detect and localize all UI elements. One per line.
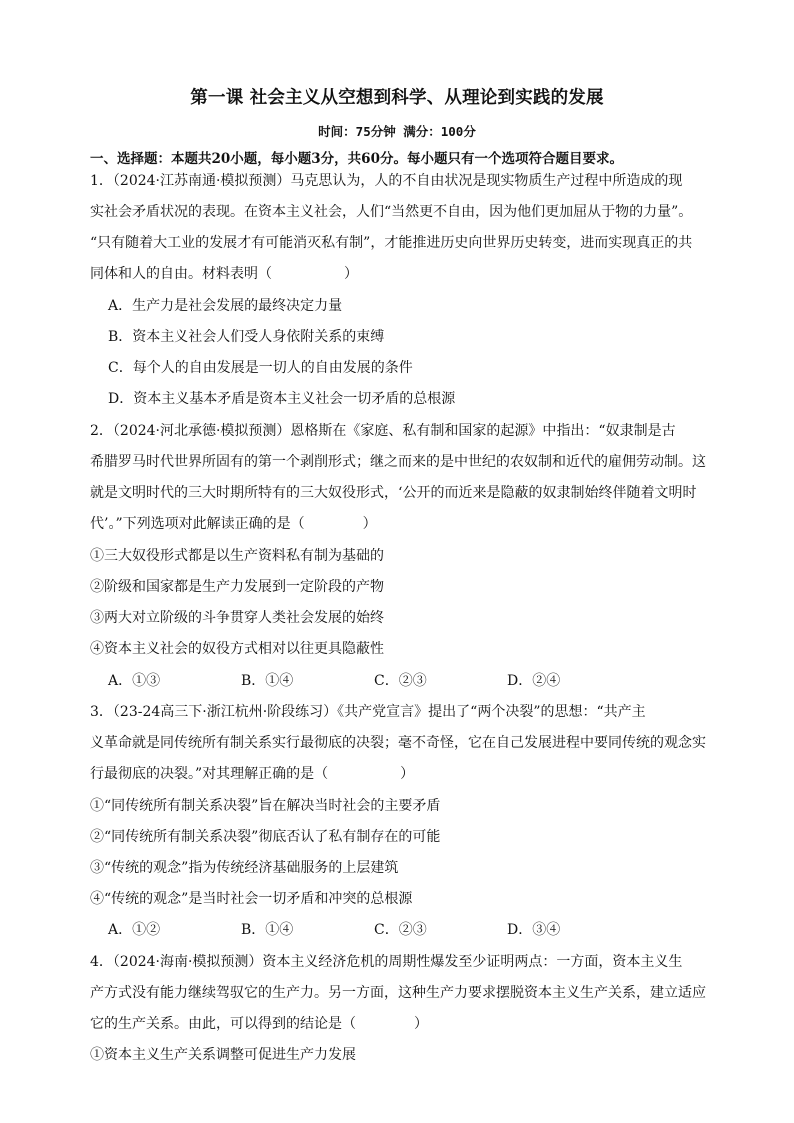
q1-line-3: “只有随着大工业的发展才有可能消灭私有制”，才能推进历史向世界历史转变，进而实现真正的共 bbox=[90, 235, 693, 251]
q2-choices bbox=[108, 671, 708, 691]
q2-choice-a: A．①③ bbox=[108, 673, 161, 689]
q4-stem-end: 它的生产关系。由此，可以得到的结论是（ bbox=[90, 1016, 356, 1032]
q4-line-2: 产方式没有能力继续驾驭它的生产力。另一方面，这种生产力要求摆脱资本主义生产关系，建立适应 bbox=[90, 985, 706, 1001]
q1-stem-end: 同体和人的自由。材料表明（ bbox=[90, 266, 272, 282]
q4-paren-close: ） bbox=[414, 1016, 428, 1032]
q2-choice-b: B．①④ bbox=[241, 673, 294, 689]
q3-statement-4: ④“传统的观念”是当时社会一切矛盾和冲突的总根源 bbox=[90, 891, 413, 907]
q3-statement-1: ①“同传统所有制关系决裂”旨在解决当时社会的主要矛盾 bbox=[90, 798, 441, 814]
q3-choice-a: A．①② bbox=[108, 922, 161, 938]
q3-choice-c: C．②③ bbox=[374, 922, 427, 938]
section-heading: 一、选择题：本题共20小题，每小题3分，共60分。每小题只有一个选项符合题目要求。 bbox=[90, 151, 623, 167]
q2-statement-3: ③两大对立阶级的斗争贯穿人类社会发展的始终 bbox=[90, 610, 384, 626]
q3-choice-d: D．③④ bbox=[507, 922, 561, 938]
q1-option-c: C．每个人的自由发展是一切人的自由发展的条件 bbox=[108, 360, 413, 376]
q1-line-4 bbox=[90, 264, 358, 284]
q2-stem-end: 代’。”下列选项对此解读正确的是（ bbox=[90, 516, 305, 532]
q3-choices bbox=[108, 920, 708, 940]
exam-meta: 时间：75分钟 满分：100分 bbox=[318, 124, 476, 139]
q2-line-1: 2．（2024·河北承德·模拟预测）恩格斯在《家庭、私有制和国家的起源》中指出：“奴隶制是古 bbox=[90, 423, 676, 439]
q2-statement-2: ②阶级和国家都是生产力发展到一定阶段的产物 bbox=[90, 579, 384, 595]
q3-statement-3: ③“传统的观念”指为传统经济基础服务的上层建筑 bbox=[90, 860, 399, 876]
q2-choice-c: C．②③ bbox=[374, 673, 427, 689]
q2-choice-d: D．②④ bbox=[507, 673, 561, 689]
q1-option-a: A．生产力是社会发展的最终决定力量 bbox=[108, 298, 343, 314]
page-title: 第一课 社会主义从空想到科学、从理论到实践的发展 bbox=[190, 88, 604, 108]
q3-stem-end: 行最彻底的决裂。”对其理解正确的是（ bbox=[90, 766, 329, 782]
q1-paren-close: ） bbox=[344, 266, 358, 282]
q3-choice-b: B．①④ bbox=[241, 922, 294, 938]
q3-line-3 bbox=[90, 764, 414, 784]
q2-statement-1: ①三大奴役形式都是以生产资料私有制为基础的 bbox=[90, 548, 384, 564]
q2-line-4 bbox=[90, 514, 377, 534]
q2-line-3: 就是文明时代的三大时期所特有的三大奴役形式，‘公开的而近来是隐蔽的奴隶制始终伴随着文明时 bbox=[90, 485, 697, 501]
q1-option-b: B．资本主义社会人们受人身依附关系的束缚 bbox=[108, 329, 385, 345]
q3-line-2: 义革命就是同传统所有制关系实行最彻底的决裂；毫不奇怪，它在自己发展进程中要同传统的观念实 bbox=[90, 735, 706, 751]
q1-option-d: D．资本主义基本矛盾是资本主义社会一切矛盾的总根源 bbox=[108, 391, 456, 407]
q2-statement-4: ④资本主义社会的奴役方式相对以往更具隐蔽性 bbox=[90, 641, 384, 657]
q2-paren-close: ） bbox=[362, 516, 377, 532]
q1-line-1: 1．（2024·江苏南通·模拟预测）马克思认为，人的不自由状况是现实物质生产过程中所造成的现 bbox=[90, 173, 683, 189]
q2-line-2: 希腊罗马时代世界所固有的第一个剥削形式；继之而来的是中世纪的农奴制和近代的雇佣劳动制。这 bbox=[90, 454, 706, 470]
q3-statement-2: ②“同传统所有制关系决裂”彻底否认了私有制存在的可能 bbox=[90, 829, 441, 845]
q3-line-1: 3．（23-24高三下·浙江杭州·阶段练习）《共产党宣言》提出了“两个决裂”的思想：“共产主 bbox=[90, 704, 646, 720]
q3-paren-close: ） bbox=[400, 766, 415, 782]
q4-line-1: 4．（2024·海南·模拟预测）资本主义经济危机的周期性爆发至少证明两点：一方面，资本主义生 bbox=[90, 954, 683, 970]
q4-statement-1: ①资本主义生产关系调整可促进生产力发展 bbox=[90, 1047, 356, 1063]
q1-line-2: 实社会矛盾状况的表现。在资本主义社会，人们“当然更不自由，因为他们更加屈从于物的力量”。 bbox=[90, 204, 693, 220]
q4-line-3 bbox=[90, 1014, 428, 1034]
